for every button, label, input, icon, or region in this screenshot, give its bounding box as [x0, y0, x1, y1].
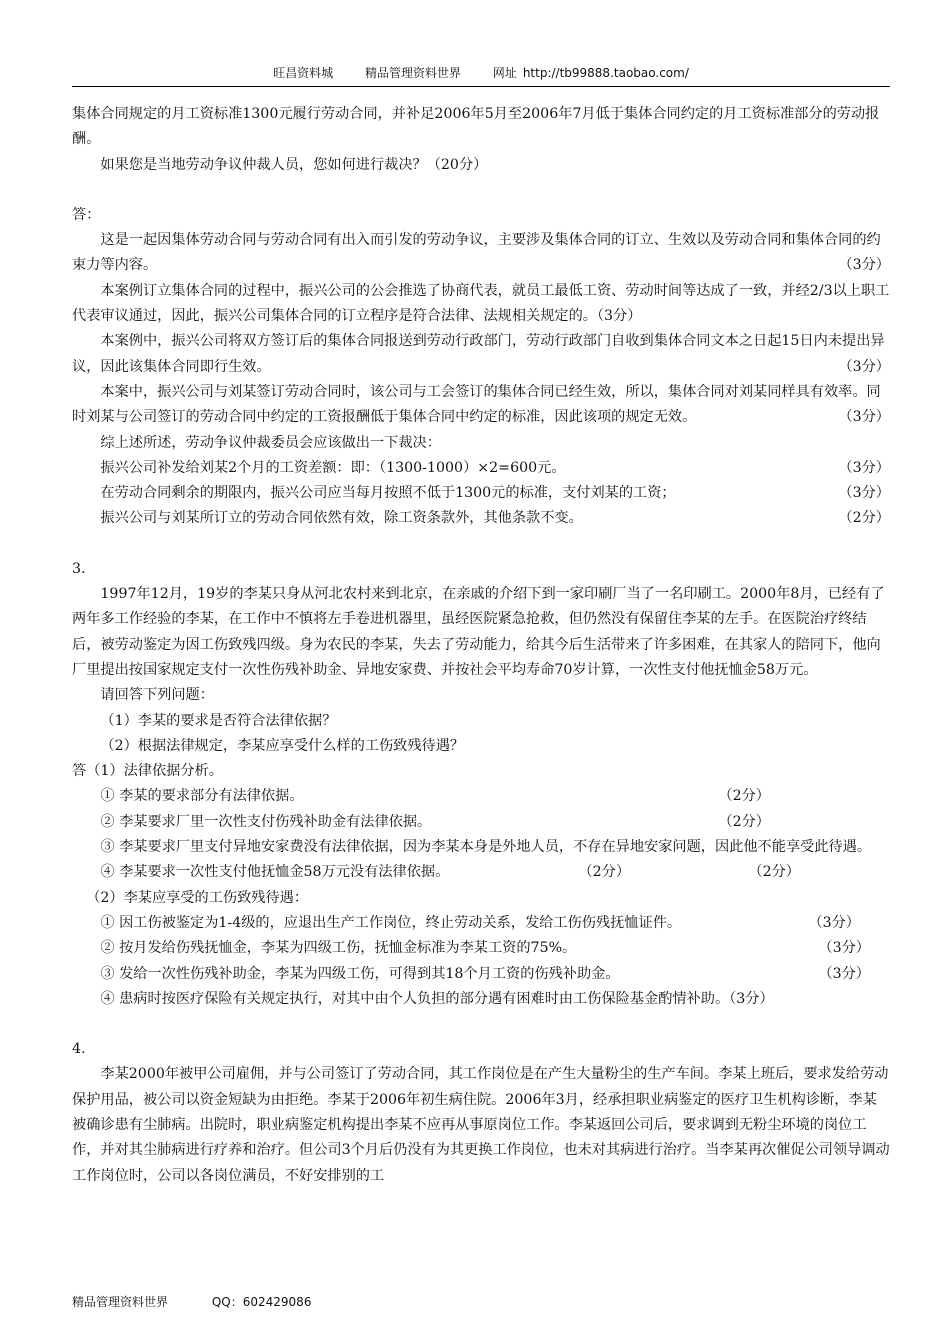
answer-text: 本案中，振兴公司与刘某签订劳动合同时，该公司与工会签订的集体合同已经生效，所以，集体合同对刘某同样具有效率。同时刘某与公司签订的劳动合同中约定的工资报酬低于集体合同中约定的标准，因此该项的规定无效。: [72, 383, 881, 426]
score-label: （3分）: [838, 257, 890, 274]
score-label: （3分）: [838, 459, 890, 476]
header-rule: [72, 86, 890, 87]
answer-item: [72, 784, 890, 809]
spacer: [72, 178, 890, 203]
page-header: [72, 64, 890, 81]
answer-label: 答：: [72, 206, 101, 223]
header-url-block: [493, 66, 689, 80]
answer-item: [72, 810, 890, 835]
answer-paragraph: [72, 380, 890, 431]
score-label: （2分）: [718, 813, 770, 830]
sub-question: （1）李某的要求是否符合法律依据？: [100, 712, 337, 729]
score-label: （3分）: [808, 914, 860, 931]
document-body: [72, 102, 890, 1189]
answer-text: 本案例中，振兴公司将双方签订后的集体合同报送到劳动行政部门，劳动行政部门自收到集体合同文本之日起15日内未提出异议，因此该集体合同即行生效。: [72, 333, 885, 375]
answer-text: 这是一起因集体劳动合同与劳动合同有出入而引发的劳动争议，主要涉及集体合同的订立、生效以及劳动合同和集体合同的约束力等内容。: [72, 232, 881, 274]
answer-text: ③ 发给一次性伤残补助金，李某为四级工伤，可得到其18个月工资的伤残补助金。: [100, 965, 620, 982]
answer-paragraph: 综上述所述，劳动争议仲裁委员会应该做出一下裁决：: [100, 434, 441, 451]
sub-question: （2）根据法律规定，李某应享受什么样的工伤致残待遇？: [100, 737, 465, 754]
answer-text: ① 李某的要求部分有法律依据。: [100, 788, 304, 805]
score-label: （3分）: [838, 358, 890, 375]
score-label: （2分）: [838, 510, 890, 527]
case-paragraph: 1997年12月，19岁的李某只身从河北农村来到北京，在亲戚的介绍下到一家印刷厂当了一名印刷工。2000年8月，已经有了两年多工作经验的李某，在工作中不慎将左手卷进机器里，虽经医院紧急抢救，但仍然没有保留住李某的左手。在医院治疗终结后，被劳动鉴定为因工伤致残四级。身为农民的李某，失去了劳动能力，给其今后生活带来了许多困难，在其家人的陪同下，他向厂里提出按国家规定支付一次性伤残补助金、异地安家费、并按社会平均寿命70岁计算，一次性支付他抚恤金58万元。: [72, 586, 885, 678]
spacer: [72, 532, 890, 557]
footer-qq: QQ：602429086: [211, 1295, 312, 1309]
ruling-text: 振兴公司与刘某所订立的劳动合同依然有效，除工资条款外，其他条款不变。: [100, 510, 583, 527]
ruling-text: 振兴公司补发给刘某2个月的工资差额：即：（1300-1000）×2=600元。: [100, 459, 566, 476]
question-prompt: 请回答下列问题：: [100, 687, 214, 704]
spacer: [72, 1012, 890, 1037]
question-number: 4.: [72, 1041, 86, 1058]
question-number: 3.: [72, 560, 86, 577]
score-label: （3分）: [838, 485, 890, 502]
answer-paragraph: 本案例订立集体合同的过程中，振兴公司的公会推选了协商代表，就员工最低工资、劳动时间等达成了一致，并经2/3以上职工代表审议通过，因此，振兴公司集体合同的订立程序是符合法律、法规相关规定的。（3分）: [72, 282, 890, 325]
ruling-item: [72, 506, 890, 531]
score-label: （2分）: [748, 864, 800, 881]
score-label: （3分）: [818, 965, 870, 982]
answer-paragraph: [72, 228, 890, 279]
page-footer: [72, 1293, 311, 1310]
header-shop: 旺昌资料城: [273, 66, 334, 80]
answer-paragraph: [72, 329, 890, 380]
answer-text: ① 因工伤被鉴定为1-4级的，应退出生产工作岗位，终止劳动关系，发给工伤伤残抚恤证件。: [100, 914, 682, 931]
score-label: （2分）: [578, 864, 631, 881]
ruling-item: [72, 456, 890, 481]
score-label: （2分）: [718, 788, 770, 805]
answer-item: [72, 962, 890, 987]
score-label: （3分）: [818, 940, 870, 957]
score-label: （3分）: [838, 409, 890, 426]
answer-text: ② 李某要求厂里一次性支付伤残补助金有法律依据。: [100, 813, 432, 830]
answer-text: ② 按月发给伤残抚恤金，李某为四级工伤，抚恤金标准为李某工资的75%。: [100, 940, 577, 957]
header-url-label: 网址: [492, 66, 517, 80]
case-paragraph: 李某2000年被甲公司雇佣，并与公司签订了劳动合同，其工作岗位是在产生大量粉尘的生产车间。李某上班后，要求发给劳动保护用品，被公司以资金短缺为由拒绝。李某于2006年初生病住院。2006年3月，经承担职业病鉴定的医疗卫生机构诊断，李某被确诊患有尘肺病。出院时，职业病鉴定机构提出李某不应再从事原岗位工作。李某返回公司后，要求调到无粉尘环境的岗位工作，并对其尘肺病进行疗养和治疗。但公司3个月后仍没有为其更换工作岗位，也未对其病进行治疗。当李某再次催促公司领导调动工作岗位时，公司以各岗位满员，不好安排别的工: [72, 1066, 890, 1184]
answer-heading: （2）李某应享受的工伤致残待遇：: [86, 889, 309, 906]
answer-text: ③ 李某要求厂里支付异地安家费没有法律依据，因为李某本身是外地人员，不存在异地安家问题，因此他不能享受此待遇。: [100, 839, 872, 856]
answer-text: ④ 李某要求一次性支付他抚恤金58万元没有法律依据。: [100, 864, 450, 881]
ruling-text: 在劳动合同剩余的期限内，振兴公司应当每月按照不低于1300元的标准，支付刘某的工资；: [100, 485, 676, 502]
question-prompt: 如果您是当地劳动争议仲裁人员，您如何进行裁决？（20分）: [100, 156, 488, 173]
ruling-item: [72, 481, 890, 506]
answer-heading: 答（1）法律依据分析。: [72, 763, 223, 780]
answer-item: [72, 911, 890, 936]
header-site: 精品管理资料世界: [364, 66, 461, 80]
header-url[interactable]: http://tb99888.taobao.com/: [522, 66, 689, 80]
answer-item: [72, 936, 890, 961]
footer-site: 精品管理资料世界: [72, 1295, 169, 1309]
answer-item: ④ 患病时按医疗保险有关规定执行，对其中由个人负担的部分遇有困难时由工伤保险基金酌情补助。（3分）: [100, 990, 774, 1007]
intro-paragraph: 集体合同规定的月工资标准1300元履行劳动合同，并补足2006年5月至2006年7月低于集体合同约定的月工资标准部分的劳动报酬。: [72, 106, 880, 148]
